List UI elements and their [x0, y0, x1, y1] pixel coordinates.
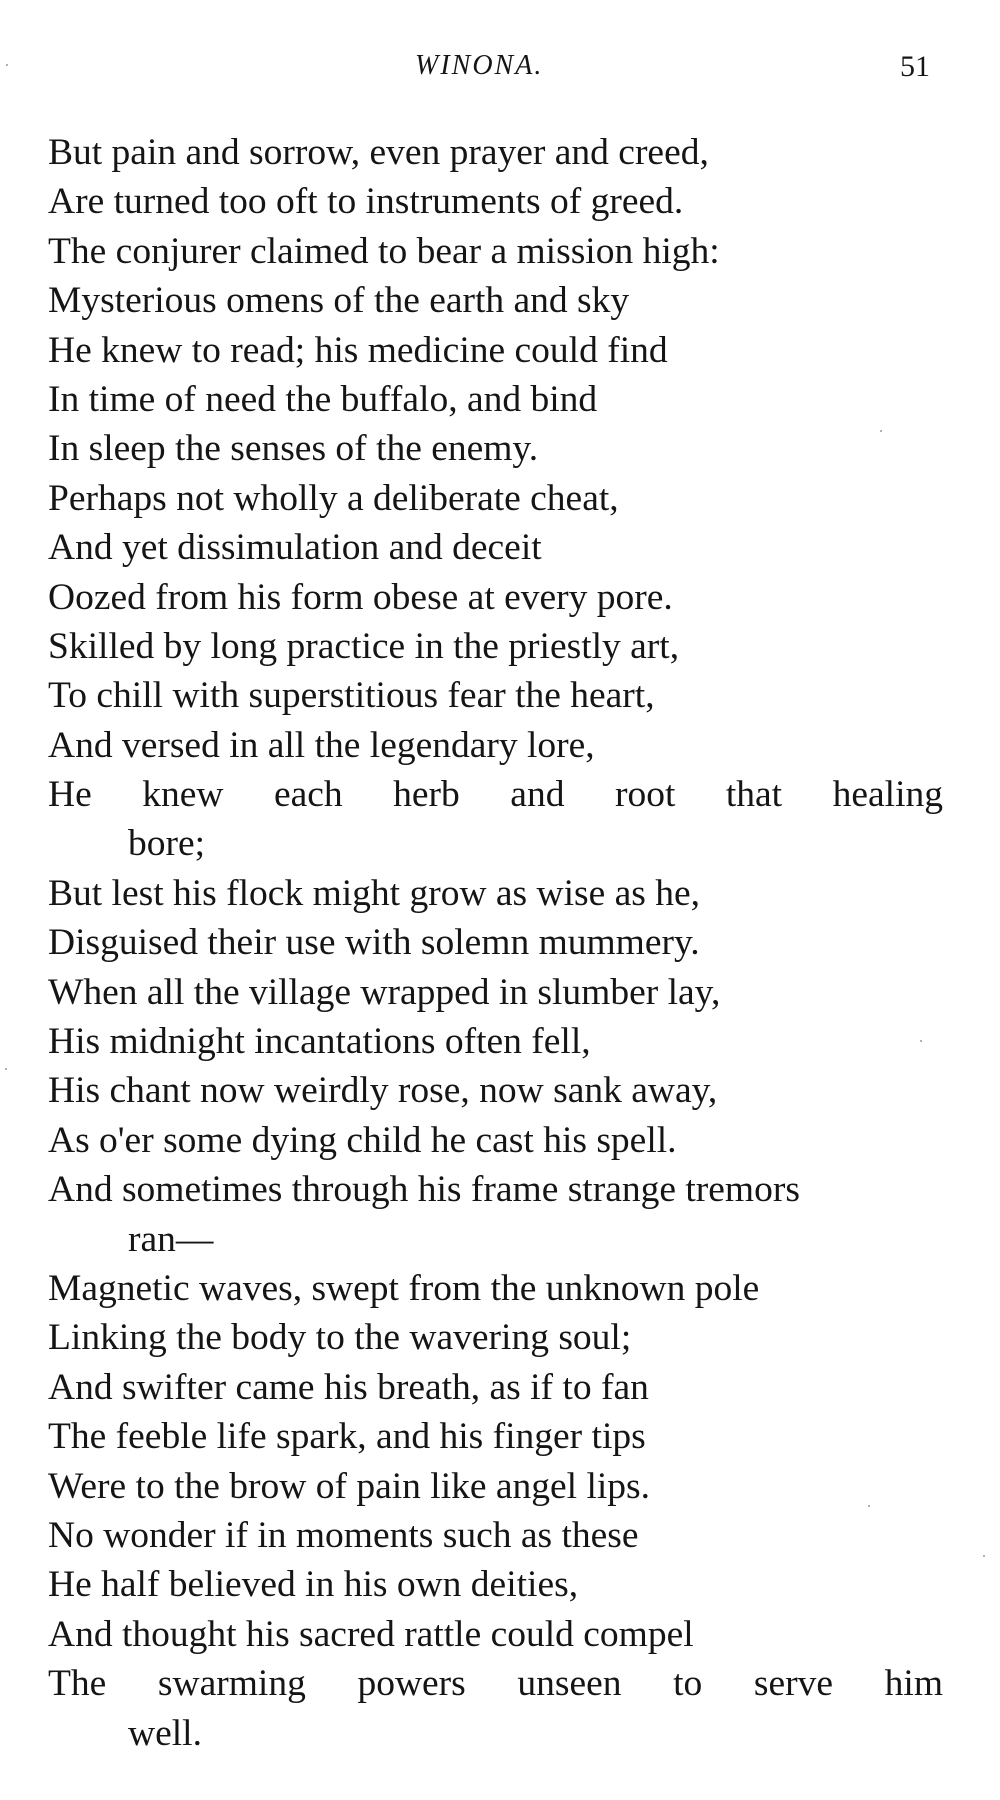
poem-line-continuation: bore; — [128, 823, 206, 865]
poem-line: Oozed from his form obese at every pore. — [48, 576, 673, 618]
running-header — [0, 50, 1000, 90]
paper-speck — [880, 430, 882, 432]
poem-line: As o'er some dying child he cast his spell. — [48, 1119, 677, 1161]
poem-line: When all the village wrapped in slumber lay, — [48, 971, 721, 1013]
paper-speck — [5, 1068, 7, 1070]
poem-line: But pain and sorrow, even prayer and creed, — [48, 132, 709, 173]
poem-text — [48, 128, 943, 1758]
poem-line: To chill with superstitious fear the heart, — [48, 675, 655, 717]
poem-line: Are turned too oft to instruments of greed. — [48, 181, 684, 223]
page-number: 51 — [900, 50, 930, 83]
poem-line: No wonder if in moments such as these — [48, 1514, 639, 1556]
paper-speck — [920, 1040, 922, 1042]
poem-line: In sleep the senses of the enemy. — [48, 428, 539, 470]
poem-line: Skilled by long practice in the priestly art, — [48, 625, 680, 667]
poem-line-continuation: well. — [128, 1712, 202, 1754]
poem-line: The feeble life spark, and his finger tips — [48, 1416, 646, 1458]
poem-line: Mysterious omens of the earth and sky — [48, 280, 630, 322]
poem-line: Magnetic waves, swept from the unknown pole — [48, 1267, 760, 1309]
poem-line: The swarming powers unseen to serve him — [48, 1663, 943, 1705]
poem-line: Disguised their use with solemn mummery. — [48, 922, 700, 964]
poem-line: And swifter came his breath, as if to fan — [48, 1366, 649, 1408]
poem-line: And thought his sacred rattle could compel — [48, 1613, 694, 1655]
paper-speck — [983, 1555, 985, 1557]
poem-line: His midnight incantations often fell, — [48, 1021, 591, 1063]
poem-line: And sometimes through his frame strange tremors — [48, 1169, 800, 1211]
paper-speck — [868, 1505, 870, 1507]
paper-speck — [6, 64, 8, 66]
poem-line: Perhaps not wholly a deliberate cheat, — [48, 477, 619, 519]
poem-line: And yet dissimulation and deceit — [48, 527, 542, 569]
running-title: WINONA. — [415, 50, 544, 81]
poem-line: And versed in all the legendary lore, — [48, 724, 595, 766]
poem-line: He knew each herb and root that healing — [48, 774, 943, 816]
poem-line: The conjurer claimed to bear a mission high: — [48, 230, 720, 272]
poem-line: Were to the brow of pain like angel lips. — [48, 1465, 651, 1507]
poem-line: He half believed in his own deities, — [48, 1564, 579, 1606]
poem-line: He knew to read; his medicine could find — [48, 329, 668, 371]
poem-line: But lest his flock might grow as wise as he, — [48, 872, 701, 914]
poem-line: Linking the body to the wavering soul; — [48, 1317, 632, 1359]
poem-line: His chant now weirdly rose, now sank away, — [48, 1070, 718, 1112]
poem-line: In time of need the buffalo, and bind — [48, 378, 598, 420]
poem-line-continuation: ran— — [128, 1218, 214, 1260]
